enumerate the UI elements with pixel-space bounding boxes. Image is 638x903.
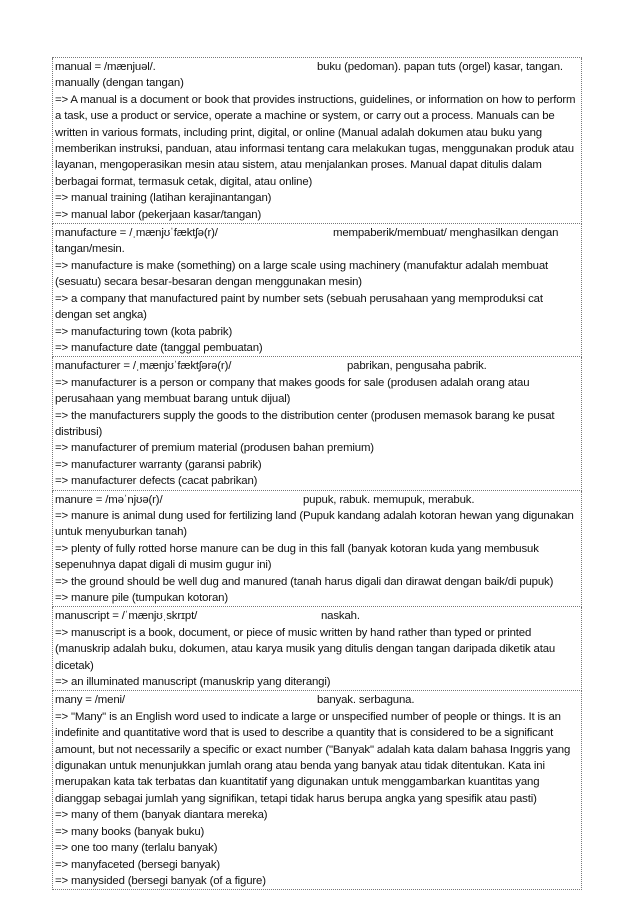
entry-line: => manure is animal dung used for fertilizing land (Pupuk kandang adalah kotoran hewan yang digunakan untuk menyuburkan tanah) [55, 509, 574, 539]
entry-line: tangan/mesin. [55, 243, 125, 256]
entry-meaning: pabrikan, pengusaha pabrik. [347, 360, 487, 373]
entry-line: => manuscript is a book, document, or piece of music written by hand rather than typed or printed (manuskrip adalah buku, dokumen, atau karya musik yang ditulis dengan tangan daripada diketik atau dicetak) [55, 626, 556, 672]
entry-meaning: banyak. serbaguna. [317, 694, 415, 707]
entry-headword: many = /meni/ [55, 694, 125, 707]
entry-headline [55, 225, 579, 241]
entry-line: => manufacturer defects (cacat pabrikan) [55, 475, 258, 488]
entry-meaning: buku (pedoman). papan tuts (orgel) kasar, tangan. [317, 61, 563, 73]
entry-manual [52, 58, 582, 224]
entry-line: manually (dengan tangan) [55, 77, 184, 90]
entry-headword: manuscript = /ˈmænjʊˌskrɪpt/ [55, 610, 198, 623]
entry-headline [55, 492, 579, 508]
entry-meaning: mempaberik/membuat/ menghasilkan dengan [333, 227, 559, 240]
entry-headline [55, 692, 579, 708]
entry-line: => a company that manufactured paint by number sets (sebuah perusahaan yang memproduksi cat dengan set angka) [55, 292, 543, 322]
entry-line: => A manual is a document or book that provides instructions, guidelines, or information on how to perform a task, use a product or service, operate a machine or system, or carry out a process. Manuals can be written in various formats, including print, digital, or online (Manual adalah dokumen atau buku yang memberikan instruksi, panduan, atau informasi tentang cara melakukan tugas, menggunakan produk atau layanan, mengoperasikan mesin atau sistem, atau menjalankan proses. Manual dapat ditulis dalam berbagai format, termasuk cetak, digital, atau online) [55, 93, 576, 188]
entry-line: => manure pile (tumpukan kotoran) [55, 592, 228, 604]
entry-line: => manufacture is make (something) on a large scale using machinery (manufaktur adalah membuat (sesuatu) secara besar-besaran dengan menggunakan mesin) [55, 259, 549, 289]
entry-meaning: pupuk, rabuk. memupuk, merabuk. [303, 493, 475, 506]
entry-headword: manufacturer = /ˌmænjʊˈfæktʃərə(r)/ [55, 360, 232, 373]
entry-line: => "Many" is an English word used to indicate a large or unspecified number of people or things. It is an indefinite and quantitative word that is used to describe a quantity that is considered to be a significant amount, but not necessarily a specific or exact number ("Banyak" adalah kata dalam bahasa Inggris yang digunakan untuk menunjukkan jumlah orang atau benda yang banyak atau tidak ditentukan. Kata ini merupakan kata tak terbatas dan kuantitatif yang digunakan untuk menggambarkan kuantitas yang dianggap sebagai jumlah yang signifikan, tetapi tidak harus berupa angka yang spesifik atau pasti) [55, 710, 571, 805]
entry-line: => the ground should be well dug and manured (tanah harus digali dan dirawat dengan baik/di pupuk) [55, 575, 554, 588]
entry-line: => manysided (bersegi banyak (of a figure) [55, 874, 266, 887]
entry-headword: manual = /mænjuəl/. [55, 61, 156, 73]
entry-line: => manufacture date (tanggal pembuatan) [55, 341, 263, 354]
entry-line: => many books (banyak buku) [55, 825, 205, 838]
entry-many [52, 691, 582, 890]
entry-manuscript [52, 607, 582, 691]
entry-manure [52, 491, 582, 608]
entry-line: => manual labor (pekerjaan kasar/tangan) [55, 208, 262, 221]
entry-headline [55, 358, 579, 374]
entry-line: => plenty of fully rotted horse manure can be dug in this fall (banyak kotoran kuda yang membusuk sepenuhnya dapat digali di musim gugur ini) [55, 542, 539, 572]
entry-headline [55, 608, 579, 624]
entry-meaning: naskah. [321, 610, 360, 623]
dictionary-entries [52, 57, 582, 890]
entry-line: => the manufacturers supply the goods to the distribution center (produsen memasok barang ke pusat distribusi) [55, 409, 555, 438]
entry-line: => manufacturer is a person or company that makes goods for sale (produsen adalah orang atau perusahaan yang membuat barang untuk dijual) [55, 376, 530, 406]
entry-manufacturer [52, 357, 582, 490]
entry-line: => manufacturer of premium material (produsen bahan premium) [55, 442, 374, 455]
entry-manufacture [52, 224, 582, 357]
entry-headword: manufacture = /ˌmænjʊˈfæktʃə(r)/ [55, 227, 218, 240]
entry-line: => manufacturing town (kota pabrik) [55, 325, 233, 338]
entry-line: => one too many (terlalu banyak) [55, 842, 218, 855]
entry-line: => manual training (latihan kerajinantangan) [55, 192, 272, 205]
entry-line: => an illuminated manuscript (manuskrip yang diterangi) [55, 676, 331, 689]
entry-line: => many of them (banyak diantara mereka) [55, 809, 268, 822]
entry-line: => manufacturer warranty (garansi pabrik) [55, 458, 262, 471]
entry-line: => manyfaceted (bersegi banyak) [55, 858, 221, 871]
entry-headline [55, 59, 579, 75]
entry-headword: manure = /məˈnjʊə(r)/ [55, 493, 163, 506]
